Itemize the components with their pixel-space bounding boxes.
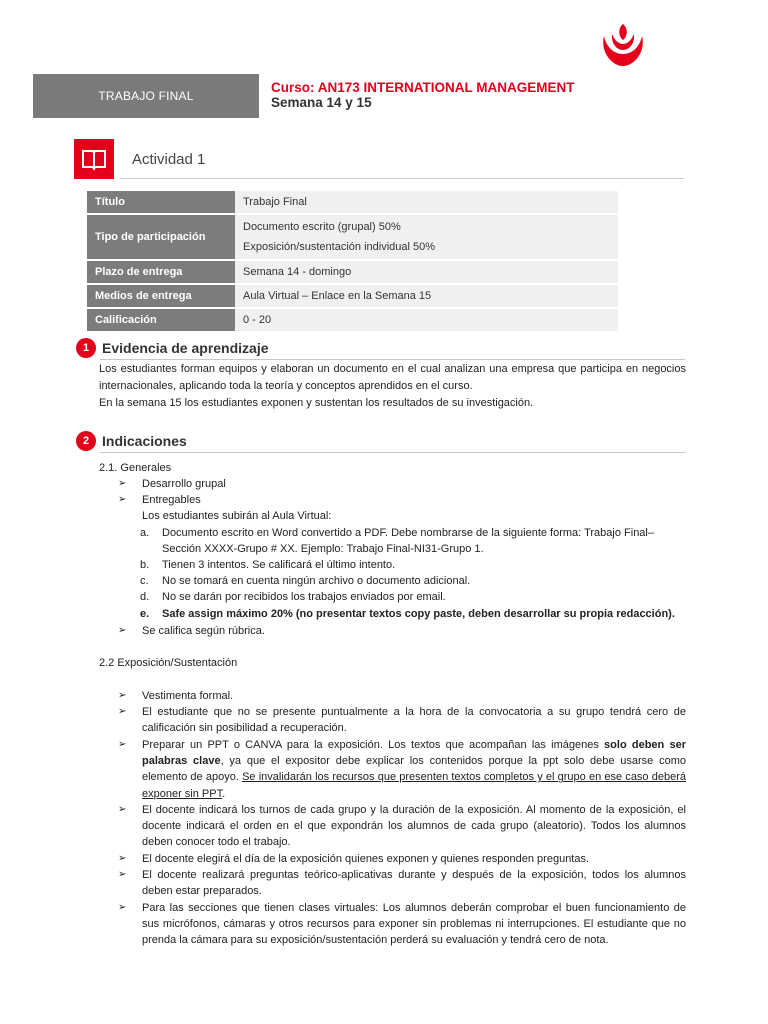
row-value	[235, 215, 618, 259]
list-marker: e.	[140, 608, 150, 620]
list-item	[118, 623, 265, 639]
row-value: Trabajo Final	[235, 191, 618, 213]
list-item-text: Documento escrito en Word convertido a PDF. Debe nombrarse de la siguiente forma: Trabajo Final–Sección XXXX-Grupo # XX. Ejemplo: Trabajo Final-NI31-Grupo 1.	[162, 527, 654, 556]
list-item-text: ➢ El docente realizará preguntas teórico-aplicativas durante y después de la exposición, todos los alumnos deben estar preparados.	[142, 869, 686, 898]
activity-info-table	[87, 189, 618, 333]
list-item	[140, 589, 686, 605]
evidence-text: Los estudiantes forman equipos y elaboran un documento en el cual analizan una empresa que participa en negocios internacionales, aplicando toda la teoría y conceptos aprendidos en el curso.	[99, 363, 686, 392]
section-number-badge: 2	[76, 431, 96, 451]
list-item	[118, 704, 686, 736]
table-row	[87, 191, 618, 213]
subsection-exposition: 2.2 Exposición/Sustentación	[99, 657, 238, 669]
course-heading	[271, 80, 575, 110]
list-item-text: ➢ El estudiante que no se presente puntualmente a la hora de la convocatoria a su grupo tendrá cero de calificación sin posibilidad a recuperación.	[142, 706, 686, 735]
row-value: Semana 14 - domingo	[235, 261, 618, 283]
list-item	[118, 476, 226, 492]
row-key: Plazo de entrega	[87, 261, 235, 283]
section-title: Indicaciones	[102, 433, 187, 449]
section-title: Evidencia de aprendizaje	[102, 340, 269, 356]
list-item-text: ➢ Se califica según rúbrica.	[142, 625, 265, 637]
list-item-text	[142, 737, 686, 802]
row-key: Título	[87, 191, 235, 213]
list-marker: d.	[140, 591, 150, 603]
table-row	[87, 285, 618, 307]
evidence-text-2: En la semana 15 los estudiantes exponen y sustentan los resultados de su investigación.	[99, 397, 534, 409]
list-item	[118, 688, 686, 704]
list-item-text: No se tomará en cuenta ningún archivo o documento adicional.	[162, 575, 471, 587]
list-marker: c.	[140, 575, 149, 587]
list-item-text: ➢ Entregables	[142, 494, 201, 506]
subsection-general: 2.1. Generales	[99, 462, 172, 474]
deliverables-intro: Los estudiantes subirán al Aula Virtual:	[142, 510, 332, 522]
book-icon	[74, 139, 114, 179]
list-item-text: Safe assign máximo 20% (no presentar textos copy paste, deben desarrollar su propia redacción).	[162, 608, 675, 620]
list-item-text: No se darán por recibidos los trabajos enviados por email.	[162, 591, 446, 603]
list-item	[118, 492, 201, 508]
underlined-run: Se invalidarán los recursos que presenten textos completos y el grupo en ese caso deberá exponer sin PPT	[142, 771, 686, 800]
list-item	[118, 802, 686, 851]
section-divider	[100, 359, 685, 360]
list-item	[140, 525, 686, 557]
row-key: Calificación	[87, 309, 235, 331]
section-2-heading	[76, 431, 187, 451]
section-number-badge: 1	[76, 338, 96, 358]
participation-oral: Exposición/sustentación individual 50%	[243, 241, 436, 253]
activity-title: Actividad 1	[132, 150, 206, 168]
row-value: 0 - 20	[235, 309, 618, 331]
table-row	[87, 309, 618, 331]
list-item-text: ➢ El docente indicará los turnos de cada grupo y la duración de la exposición. Al momento de la exposición, el docente indicará el orden en el que expondrán los alumnos de cada grupo (aleatorio). Todos los alumnos deben conocer todo el trabajo.	[142, 804, 686, 849]
activity-divider	[120, 178, 684, 179]
list-item	[118, 900, 686, 949]
list-item	[140, 606, 686, 622]
table-row	[87, 215, 618, 259]
section-1-heading	[76, 338, 269, 358]
list-item-text: Tienen 3 intentos. Se calificará el último intento.	[162, 559, 396, 571]
participation-written: Documento escrito (grupal) 50%	[243, 221, 401, 233]
text-run: Preparar un PPT o CANVA para la exposición. Los textos que acompañan las imágenes	[142, 739, 605, 751]
evidence-paragraph	[99, 361, 686, 412]
text-run: .	[222, 787, 226, 800]
list-item	[140, 557, 686, 573]
bold-run: solo deben ser palabras clave	[142, 739, 686, 768]
list-item	[118, 851, 686, 867]
list-item	[140, 573, 686, 589]
row-value: Aula Virtual – Enlace en la Semana 15	[235, 285, 618, 307]
text-run: , ya que el expositor debe explicar los contenidos porque la ppt solo debe usarse como elemento de apoyo.	[142, 755, 686, 784]
table-row	[87, 261, 618, 283]
list-item-text: ➢ Desarrollo grupal	[142, 478, 226, 490]
list-marker: b.	[140, 559, 150, 571]
activity-heading	[74, 139, 205, 179]
list-marker: a.	[140, 527, 150, 539]
list-item-text: ➢ El docente elegirá el día de la exposición quienes exponen y quienes responden preguntas.	[142, 853, 590, 865]
row-key: Medios de entrega	[87, 285, 235, 307]
course-title: Curso: AN173 INTERNATIONAL MANAGEMENT	[271, 80, 575, 95]
row-key: Tipo de participación	[87, 215, 235, 259]
list-item	[118, 867, 686, 899]
section-divider	[100, 452, 685, 453]
course-week: Semana 14 y 15	[271, 95, 372, 110]
upc-logo-icon	[598, 22, 648, 68]
list-item-text: ➢ Para las secciones que tienen clases virtuales: Los alumnos deberán comprobar el buen funcionamiento de sus micrófonos, cámaras y otros recursos para exponer sin problemas ni interrupciones. El estudiante que no prenda la cámara para su exposición/sustentación perderá su evaluación y tendrá cero de nota.	[142, 902, 686, 947]
list-item-text: ➢ Vestimenta formal.	[142, 690, 234, 702]
list-item	[118, 737, 686, 802]
header-banner: TRABAJO FINAL	[33, 74, 259, 118]
